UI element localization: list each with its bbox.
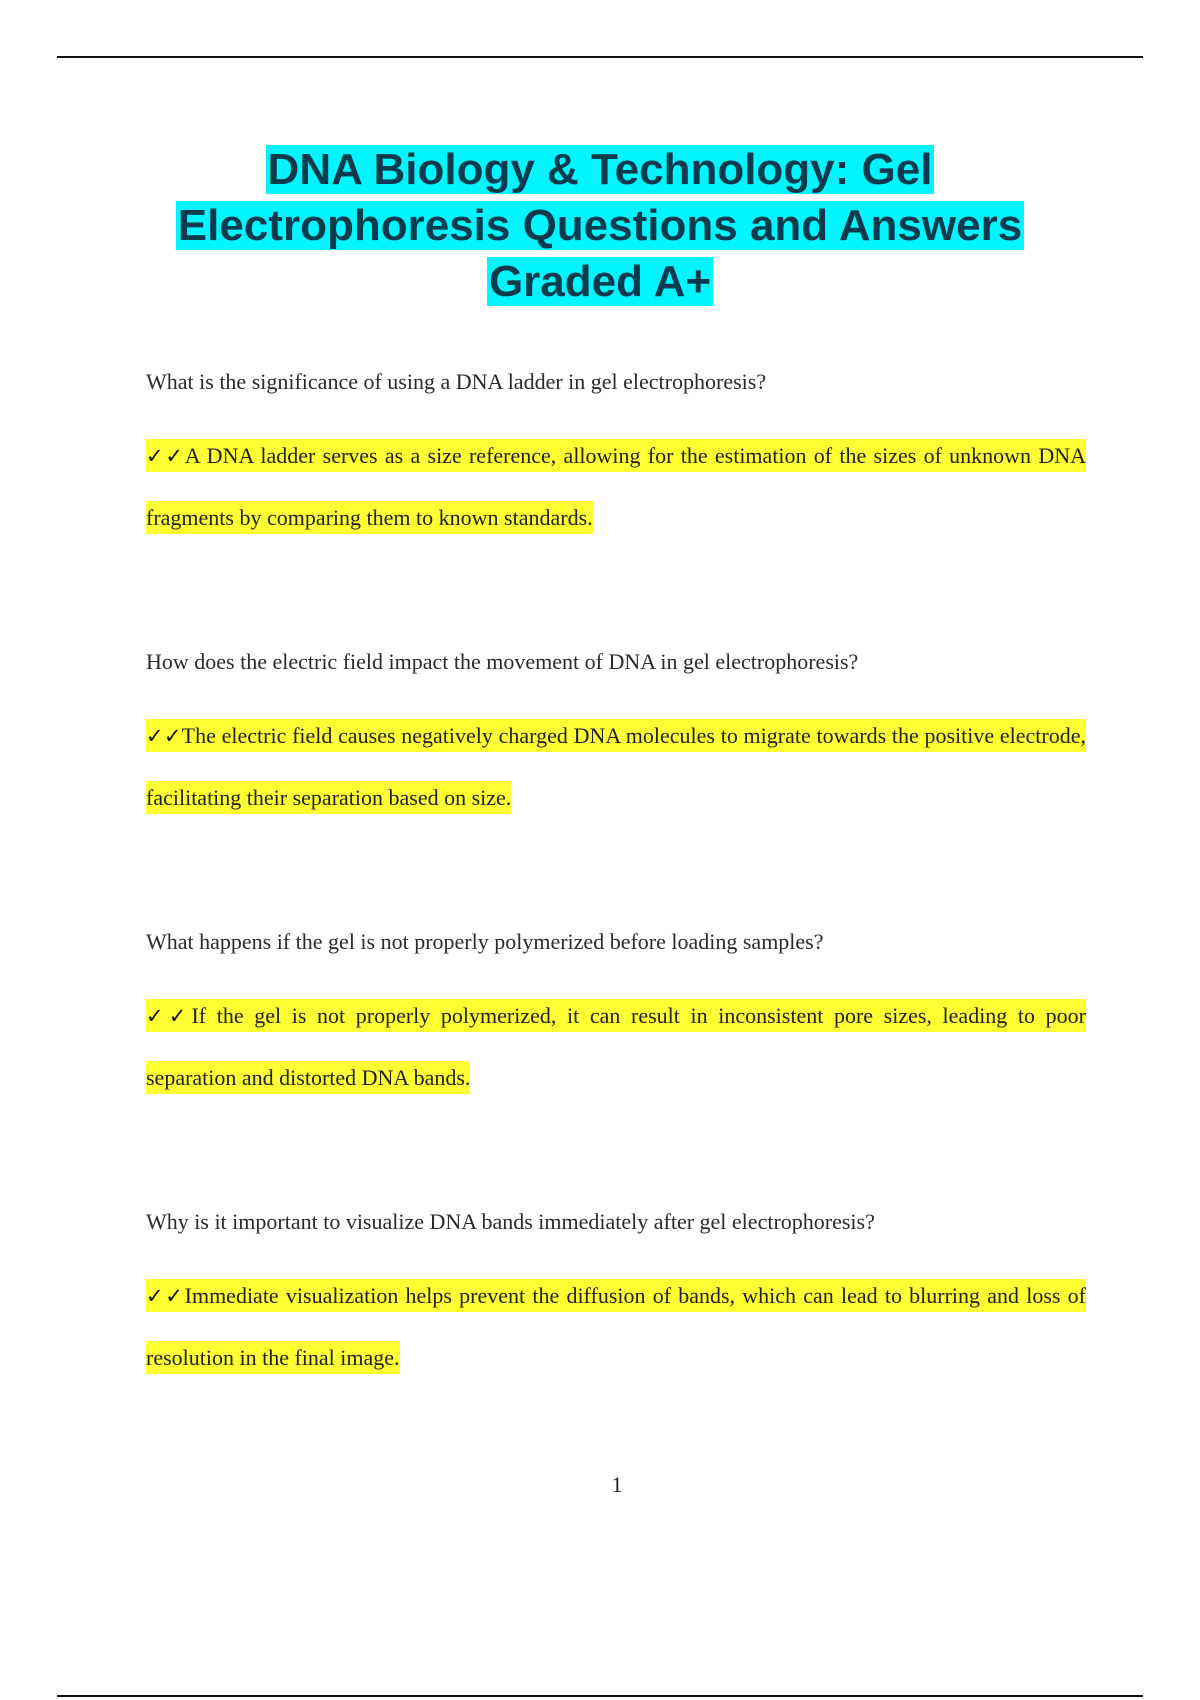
double-check-icon: ✓✓ [146,1284,185,1308]
double-check-icon: ✓✓ [146,724,182,748]
qa-item-2 [146,649,1086,828]
answer-4-text: Immediate visualization helps prevent the diffusion of bands, which can lead to blurring and loss of resolution in the final image. [146,1283,1086,1370]
top-rule [57,56,1143,58]
question-4: Why is it important to visualize DNA bands immediately after gel electrophoresis? [146,1209,875,1234]
title-line-1: DNA Biology & Technology: Gel [267,145,933,194]
double-check-icon: ✓✓ [146,1004,192,1028]
qa-item-1 [146,369,1086,548]
page-number: 1 [611,1472,623,1497]
bottom-rule [57,1695,1143,1697]
answer-1 [146,425,1086,548]
answer-4 [146,1265,1086,1388]
question-1: What is the significance of using a DNA ladder in gel electrophoresis? [146,369,767,394]
answer-2 [146,705,1086,828]
answer-1-text: A DNA ladder serves as a size reference, allowing for the estimation of the sizes of unknown DNA fragments by comparing them to known standards. [146,443,1086,530]
question-3: What happens if the gel is not properly polymerized before loading samples? [146,929,824,954]
answer-2-text: The electric field causes negatively charged DNA molecules to migrate towards the positive electrode, facilitating their separation based on size. [146,723,1086,810]
answer-3 [146,985,1086,1108]
question-2: How does the electric field impact the movement of DNA in gel electrophoresis? [146,649,859,674]
qa-item-4 [146,1209,1086,1388]
document-title [100,142,1100,310]
answer-3-text: If the gel is not properly polymerized, it can result in inconsistent pore sizes, leading to poor separation and distorted DNA bands. [146,1003,1086,1090]
double-check-icon: ✓✓ [146,444,185,468]
title-line-3: Graded A+ [488,257,712,306]
title-line-2: Electrophoresis Questions and Answers [177,201,1023,250]
qa-item-3 [146,929,1086,1108]
